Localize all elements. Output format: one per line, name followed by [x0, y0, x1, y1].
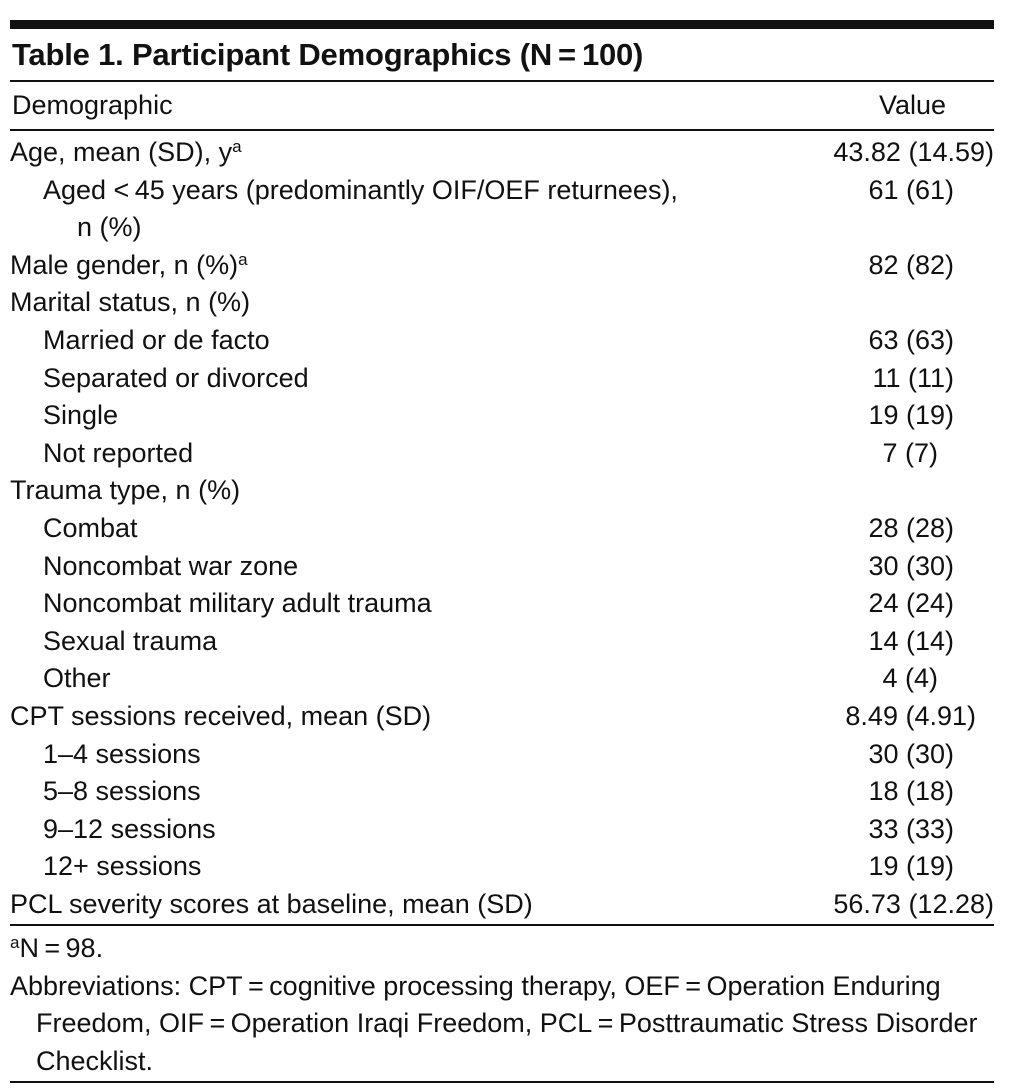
header-value: Value [878, 90, 946, 120]
table-row [10, 848, 994, 886]
row-value: 82 (82) [868, 249, 954, 280]
table-row [10, 510, 994, 548]
row-label: PCL severity scores at baseline, mean (SD) [10, 888, 533, 919]
row-label: Male gender, n (%)$^a$ [10, 249, 248, 280]
row-value: 7 (7) [882, 437, 938, 468]
row-label: Aged < 45 years (predominantly OIF/OEF returnees), n (%) [43, 174, 678, 243]
row-value: 4 (4) [882, 663, 938, 694]
row-label: Combat [43, 512, 138, 543]
row-label: 1–4 sessions [43, 738, 201, 769]
row-value: 56.73 (12.28) [833, 888, 994, 919]
body-bottom-rule [10, 924, 994, 926]
row-label: Other [43, 663, 111, 694]
table-row [10, 435, 994, 473]
abbreviations-note: Abbreviations: CPT = cognitive processing therapy, OEF = Operation Enduring Freedom, OIF = Operation Iraqi Freedom, PCL = Posttraumatic Stress Disorder Checklist. [10, 970, 978, 1076]
table-row [10, 172, 994, 247]
table-row [10, 247, 994, 285]
table-row [10, 284, 994, 322]
table-row [10, 811, 994, 849]
table-row [10, 360, 994, 398]
row-value: 61 (61) [868, 174, 954, 205]
row-label: Noncombat military adult trauma [43, 588, 432, 619]
row-label: 12+ sessions [43, 851, 202, 882]
row-label: Single [43, 400, 119, 431]
row-label: Age, mean (SD), $y^a$ [10, 137, 242, 167]
row-label: Marital status, n (%) [10, 287, 251, 318]
row-value: 14 (14) [868, 625, 954, 656]
row-value: 8.49 (4.91) [845, 700, 976, 731]
header-demographic: Demographic [12, 90, 173, 120]
table-row [10, 322, 994, 360]
footnote-mark: a [10, 933, 20, 952]
table-row [10, 736, 994, 774]
table-row [10, 472, 994, 510]
row-label: CPT sessions received, mean (SD) [10, 700, 432, 731]
top-thick-rule [10, 20, 994, 29]
row-label: Not reported [43, 437, 194, 468]
footnote-mark: a [238, 249, 248, 269]
table-row [10, 548, 994, 586]
row-label: Married or de facto [43, 324, 270, 355]
table-row [10, 660, 994, 698]
table-footnotes [10, 930, 994, 1080]
table-body [10, 134, 994, 923]
title-rule [10, 80, 994, 82]
table-row [10, 623, 994, 661]
row-value: 19 (19) [868, 851, 954, 882]
row-value: 63 (63) [868, 324, 954, 355]
table-row [10, 134, 994, 172]
row-value: 33 (33) [868, 813, 954, 844]
row-label: Sexual trauma [43, 625, 218, 656]
table-title: Table 1. Participant Demographics (N = 100) [12, 37, 644, 72]
row-value: 30 (30) [868, 550, 954, 581]
row-value: 28 (28) [868, 512, 954, 543]
demographics-table [10, 0, 994, 1092]
row-label: Trauma type, n (%) [10, 475, 241, 506]
row-value: 19 (19) [868, 400, 954, 431]
row-value: 24 (24) [868, 588, 954, 619]
row-label: Separated or divorced [43, 362, 309, 393]
row-label: 5–8 sessions [43, 776, 201, 807]
row-value: 18 (18) [868, 776, 954, 807]
table-row [10, 886, 994, 924]
row-value: 11 (11) [872, 362, 954, 393]
table-row [10, 698, 994, 736]
table-row [10, 585, 994, 623]
bottom-rule [10, 1081, 994, 1083]
row-value: 30 (30) [868, 738, 954, 769]
table-row [10, 397, 994, 435]
row-label: Noncombat war zone [43, 550, 299, 581]
footnote-n: $^a$N = 98. [10, 933, 104, 963]
table-row [10, 773, 994, 811]
row-value: 43.82 (14.59) [833, 137, 994, 167]
row-label: 9–12 sessions [43, 813, 216, 844]
footnote-mark: a [232, 137, 242, 156]
header-rule [10, 129, 994, 131]
